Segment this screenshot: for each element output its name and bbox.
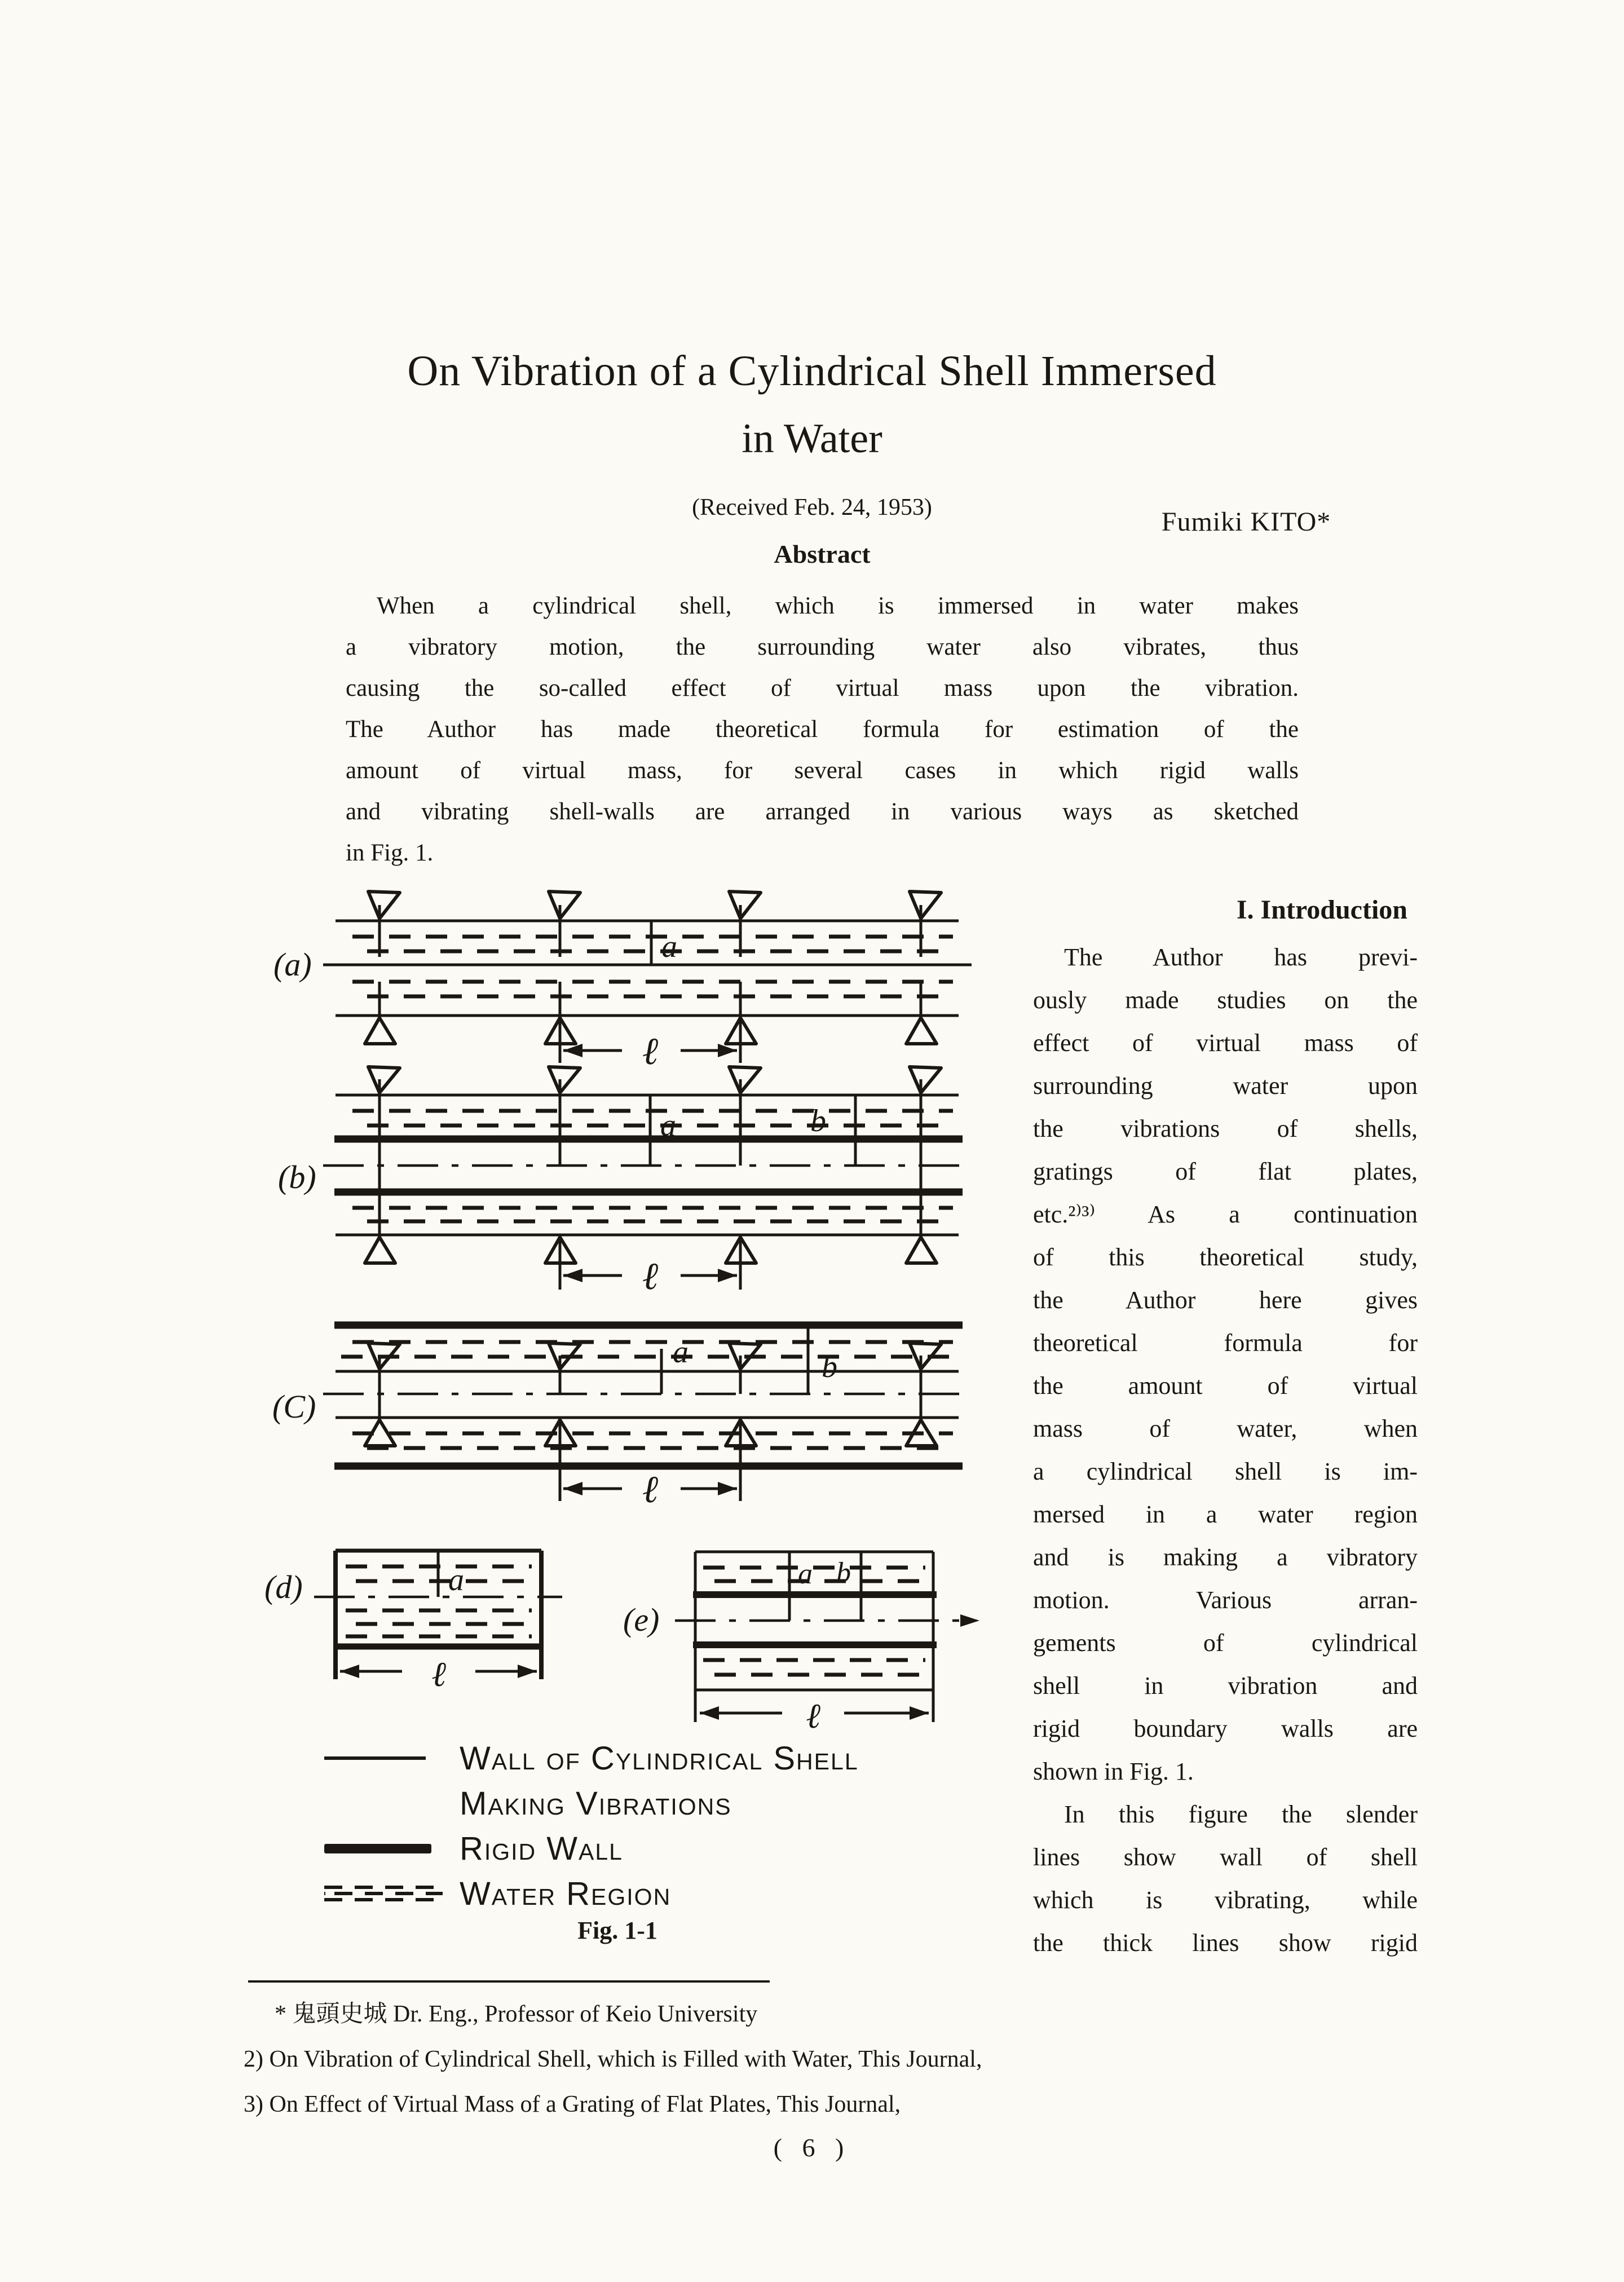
dimension-a: [651, 921, 677, 965]
text-line: the thick lines show rigid: [1033, 1929, 1418, 1957]
water-region-dashes: [703, 1568, 925, 1675]
text-line: a vibratory motion, the surrounding water also vibrates, thus: [346, 634, 1299, 660]
panel-label-e: (e): [623, 1601, 660, 1638]
dimension-b: [810, 1095, 855, 1166]
introduction-heading: I. Introduction: [1236, 895, 1407, 925]
text-line: The Author has made theoretical formula for estimation of the: [346, 716, 1299, 743]
footnote-author: * 鬼頭史城 Dr. Eng., Professor of Keio University: [275, 2001, 758, 2027]
text-line: the Author here gives: [1033, 1286, 1418, 1314]
text-line: the amount of virtual: [1033, 1372, 1418, 1400]
text-line: etc.²⁾³⁾ As a continuation: [1033, 1200, 1418, 1228]
abstract-heading: Abstract: [774, 540, 871, 568]
text-line: rigid boundary walls are: [1033, 1715, 1418, 1742]
title-block: [282, 347, 1342, 463]
dashed-line-sample: [324, 1883, 460, 1904]
text-line: mersed in a water region: [1033, 1500, 1418, 1528]
panel-label-b: (b): [278, 1159, 316, 1195]
text-line: in Fig. 1.: [346, 840, 434, 866]
dim-label-a: a: [673, 1335, 689, 1370]
figure-panel-e: [612, 1546, 1012, 1736]
dimension-a: [650, 1095, 676, 1166]
text-line: theoretical formula for: [1033, 1329, 1418, 1357]
figure-caption: Fig. 1-1: [577, 1917, 657, 1944]
text-line: surrounding water upon: [1033, 1072, 1418, 1100]
footnote-ref-3: 3) On Effect of Virtual Mass of a Grating of Flat Plates, This Journal,: [244, 2091, 901, 2117]
thin-line-sample: [324, 1756, 460, 1760]
legend-label-shell-2: Making Vibrations: [460, 1785, 732, 1822]
footnotes: [244, 1992, 1428, 2127]
figure-panel-a: [257, 871, 973, 1072]
text-line: lines show wall of shell: [1033, 1843, 1418, 1871]
legend-row-rigid: [324, 1826, 1057, 1871]
dimension-a: [438, 1551, 464, 1597]
introduction-column: [1033, 893, 1418, 1965]
dim-label-a: a: [798, 1558, 813, 1590]
dimension-b: [836, 1552, 861, 1621]
dimension-l: [700, 1697, 929, 1736]
dim-label-l: ℓ: [642, 1468, 659, 1511]
figure-panel-c: [257, 1315, 973, 1509]
dim-label-a: a: [448, 1562, 464, 1597]
text-line: gratings of flat plates,: [1033, 1158, 1418, 1185]
dimension-b: [808, 1328, 837, 1394]
dim-label-a: a: [661, 929, 677, 964]
text-line: causing the so-called effect of virtual mass upon the vibration.: [346, 675, 1299, 701]
support-markers: [365, 891, 941, 1044]
text-line: When a cylindrical shell, which is immersed in water makes: [377, 593, 1299, 619]
figure-legend: [324, 1736, 1057, 1916]
introduction-paragraph-1: [1033, 936, 1418, 1793]
footnote-ref-2: 2) On Vibration of Cylindrical Shell, which is Filled with Water, This Journal,: [244, 2046, 982, 2072]
page-title-line2: in Water: [742, 416, 882, 462]
footnote-rule: [248, 1980, 770, 1983]
text-line: and is making a vibratory: [1033, 1543, 1418, 1571]
dimension-l: [340, 1656, 537, 1694]
figure-panel-b: [257, 1072, 973, 1298]
introduction-paragraph-2: [1033, 1793, 1418, 1965]
legend-label-shell: Wall of Cylindrical Shell: [460, 1740, 859, 1777]
text-line: The Author has previ-: [1064, 943, 1418, 971]
page-title: On Vibration of a Cylindrical Shell Immersed: [407, 347, 1217, 395]
text-line: shown in Fig. 1.: [1033, 1758, 1194, 1785]
dimension-a: [789, 1552, 813, 1621]
author-name: Fumiki KITO*: [1161, 507, 1331, 537]
text-line: a cylindrical shell is im-: [1033, 1458, 1418, 1485]
shell-wall-lines: [323, 1095, 972, 1235]
panel-label-a: (a): [273, 946, 312, 983]
text-line: which is vibrating, while: [1033, 1886, 1418, 1914]
abstract-text: [346, 585, 1299, 873]
tank-walls: [693, 1552, 937, 1722]
dim-label-l: ℓ: [642, 1255, 659, 1297]
text-line: and vibrating shell-walls are arranged in various ways as sketched: [346, 798, 1299, 825]
text-line: the vibrations of shells,: [1033, 1115, 1418, 1142]
dim-label-a: a: [660, 1108, 676, 1143]
text-line: shell in vibration and: [1033, 1672, 1418, 1700]
figure-panel-d: [251, 1546, 578, 1732]
legend-label-water: Water Region: [460, 1875, 672, 1912]
dimension-l: [560, 1235, 740, 1297]
rigid-wall-lines: [334, 1325, 963, 1466]
text-line: mass of water, when: [1033, 1415, 1418, 1442]
received-date: (Received Feb. 24, 1953): [692, 495, 932, 520]
dim-label-b: b: [810, 1104, 826, 1138]
legend-row-shell-2: [324, 1781, 1057, 1826]
legend-label-rigid: Rigid Wall: [460, 1830, 623, 1867]
text-line: effect of virtual mass of: [1033, 1029, 1418, 1057]
panel-label-c: (C): [272, 1388, 316, 1425]
shell-wall-lines: [323, 1371, 972, 1418]
dim-label-b: b: [822, 1349, 837, 1384]
legend-row-water: [324, 1871, 1057, 1916]
text-line: of this theoretical study,: [1033, 1243, 1418, 1271]
dim-label-l: ℓ: [431, 1656, 446, 1694]
dim-label-l: ℓ: [642, 1030, 659, 1072]
panel-label-d: (d): [264, 1569, 303, 1605]
text-line: motion. Various arran-: [1033, 1586, 1418, 1614]
thick-line-sample: [324, 1844, 460, 1853]
dim-label-l: ℓ: [806, 1697, 820, 1736]
text-line: amount of virtual mass, for several cases in which rigid walls: [346, 757, 1299, 784]
dim-label-b: b: [836, 1557, 851, 1589]
text-line: In this figure the slender: [1064, 1800, 1418, 1828]
legend-row-shell: [324, 1736, 1057, 1781]
text-line: ously made studies on the: [1033, 986, 1418, 1014]
page-number: ( 6 ): [773, 2133, 851, 2162]
text-line: gements of cylindrical: [1033, 1629, 1418, 1657]
